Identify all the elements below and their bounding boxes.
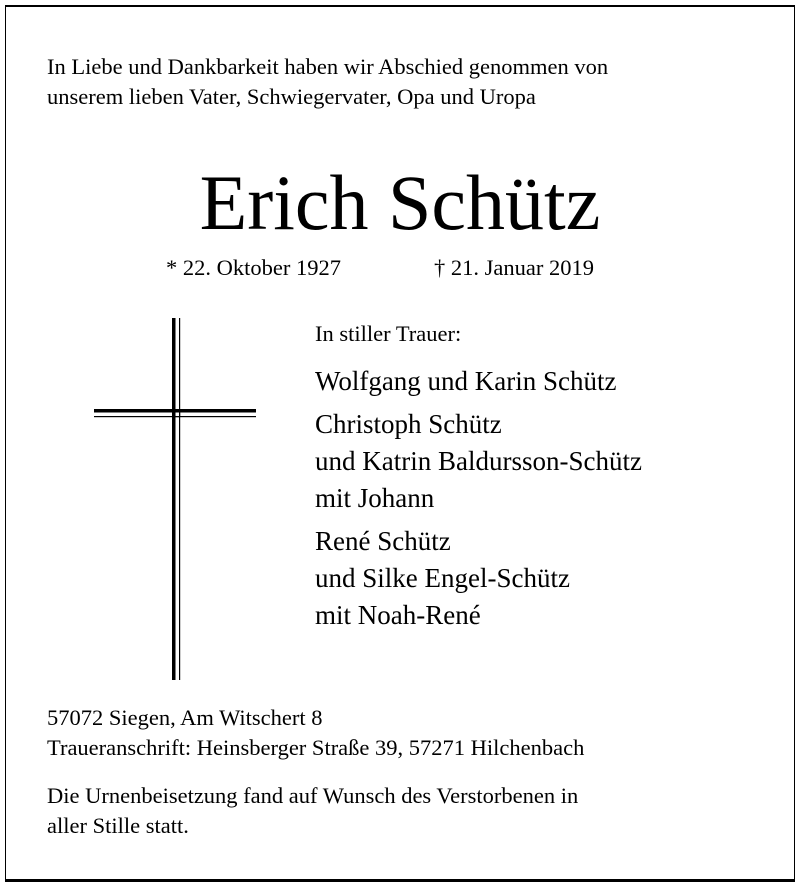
mourning-lead: In stiller Trauer: <box>315 321 462 346</box>
mourner-line: und Silke Engel-Schütz <box>315 563 570 593</box>
mourner-line: René Schütz <box>315 526 451 556</box>
mourner-group <box>315 523 642 634</box>
mourner-line: und Katrin Baldursson-Schütz <box>315 446 642 476</box>
mourner-line: mit Johann <box>315 483 435 513</box>
mourning-address: Traueranschrift: Heinsberger Straße 39, 57271 Hilchenbach <box>47 735 585 760</box>
intro-line-2: unserem lieben Vater, Schwiegervater, Opa und Uropa <box>47 84 536 109</box>
notice-line-2: aller Stille statt. <box>47 813 189 838</box>
mourner-line: Wolfgang und Karin Schütz <box>315 366 617 396</box>
deceased-name: Erich Schütz <box>199 159 601 246</box>
intro-text <box>47 52 608 112</box>
mourner-line: mit Noah-René <box>315 600 481 630</box>
death-date: † 21. Januar 2019 <box>434 255 594 280</box>
mourner-group <box>315 406 642 517</box>
mourner-group <box>315 363 642 400</box>
burial-notice <box>47 781 578 841</box>
mourners-block <box>315 319 642 640</box>
cross-icon <box>94 318 256 680</box>
home-address: 57072 Siegen, Am Witschert 8 <box>47 705 323 730</box>
address-block <box>47 703 584 763</box>
notice-line-1: Die Urnenbeisetzung fand auf Wunsch des Verstorbenen in <box>47 783 579 808</box>
mourner-line: Christoph Schütz <box>315 409 502 439</box>
intro-line-1: In Liebe und Dankbarkeit haben wir Abschied genommen von <box>47 54 609 79</box>
birth-date: * 22. Oktober 1927 <box>166 255 341 280</box>
